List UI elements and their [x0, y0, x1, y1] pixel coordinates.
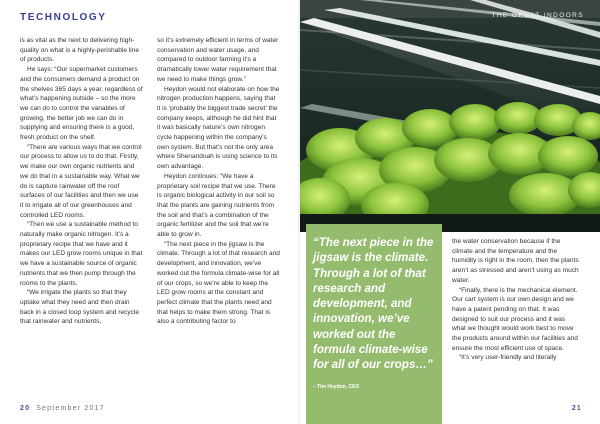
paragraph: so it’s extremely efficient in terms of water conservation and water usage, and compared to outdoor farming it’s a dramatically lower water requirement that we need to make things grow.”: [157, 37, 279, 83]
photo-caption-label: THE GREAT INDOORS: [491, 12, 584, 19]
pull-quote-attribution: – Tim Heydon, CEO: [313, 384, 360, 390]
grow-room-illustration: [300, 0, 600, 232]
page-number: 20: [20, 405, 31, 412]
paragraph: “We irrigate the plants so that they uptake what they need and then drain back in a closed loop system and recycle that rainwater and nutrients,: [20, 289, 139, 326]
section-label: TECHNOLOGY: [20, 12, 107, 23]
right-page: [300, 0, 600, 424]
paragraph: “Finally, there is the mechanical element. Our cart system is our own design and we have a patent pending on that. It was designed to suit our process and it was what we thought would work best to move the products around within our facilities and ensure the most efficient use of space.: [452, 286, 578, 352]
issue-date: September 2017: [36, 405, 105, 412]
grow-room-photo: [300, 0, 600, 232]
paragraph: is as vital as the next to delivering high-quality on what is a highly-perishable line of products.: [20, 37, 140, 64]
page-folio-left: [20, 405, 105, 412]
body-column-1: [20, 36, 143, 327]
paragraph: Heydon would not elaborate on how the nitrogen production happens, saying that it is ‘probably the biggest trade secret’ the company keeps, although he did hint that it was basically nature’s own nitrogen cycle happening within the company’s own system. But that’s not the only area where Shenandoah is using science to its own advantage.: [157, 85, 280, 171]
paragraph: “It’s very user-friendly and literally: [459, 354, 557, 362]
paragraph: “The next piece in the jigsaw is the climate. Through a lot of that research and development, and innovation, we’ve worked out the formula climate-wise for all of our crops, so we’re able to keep the LED grow rooms at the constant and perfect climate that the plants need and that helps to make them strong. That is also a contributing factor to: [157, 240, 280, 326]
paragraph: Heydon continues: “We have a proprietary soil recipe that we use. There is organic biological activity in our soil so that the plants are gaining nutrients from the soil and that’s a combination of the organic fertilizer and the soil that we’re able to grow in.: [157, 172, 276, 239]
paragraph: “Then we use a sustainable method to naturally make organic nitrogen. It’s a proprietary recipe that we have and it makes our LED grow rooms unique in that we have a sustainable source of organic nutrients that we then pump through the rooms to the plants.: [20, 221, 143, 287]
paragraph: “There are various ways that we control our process to allow us to do that. Firstly, we make our own organic nutrients and we do that in a sustainable way. What we do is capture rainwater off the roof surfaces of our facilities and then we use it to irrigate all of our greenhouses and controlled LED rooms.: [20, 143, 142, 219]
paragraph: the water conservation because if the climate and the temperature and the humidity is right in the room, then the plants aren’t as stressed and aren’t using as much water.: [452, 238, 579, 284]
paragraph: He says: “Our supermarket customers and the consumers demand a product on the shelves 365 days a year, regardless of what’s happening outside – so the more we can do to control the variables of growing, the better job we can do in supplying and ensuring there is a good, fresh product on the shelf.: [20, 66, 143, 142]
body-column-2: [157, 36, 280, 327]
page-number-right: 21: [571, 405, 582, 412]
pull-quote: “The next piece in the jigsaw is the climate. Through a lot of that research and development, and innovation, we’ve worked out the formula climate-wise for all of our crops…”: [313, 236, 434, 372]
body-column-3: [452, 237, 580, 363]
